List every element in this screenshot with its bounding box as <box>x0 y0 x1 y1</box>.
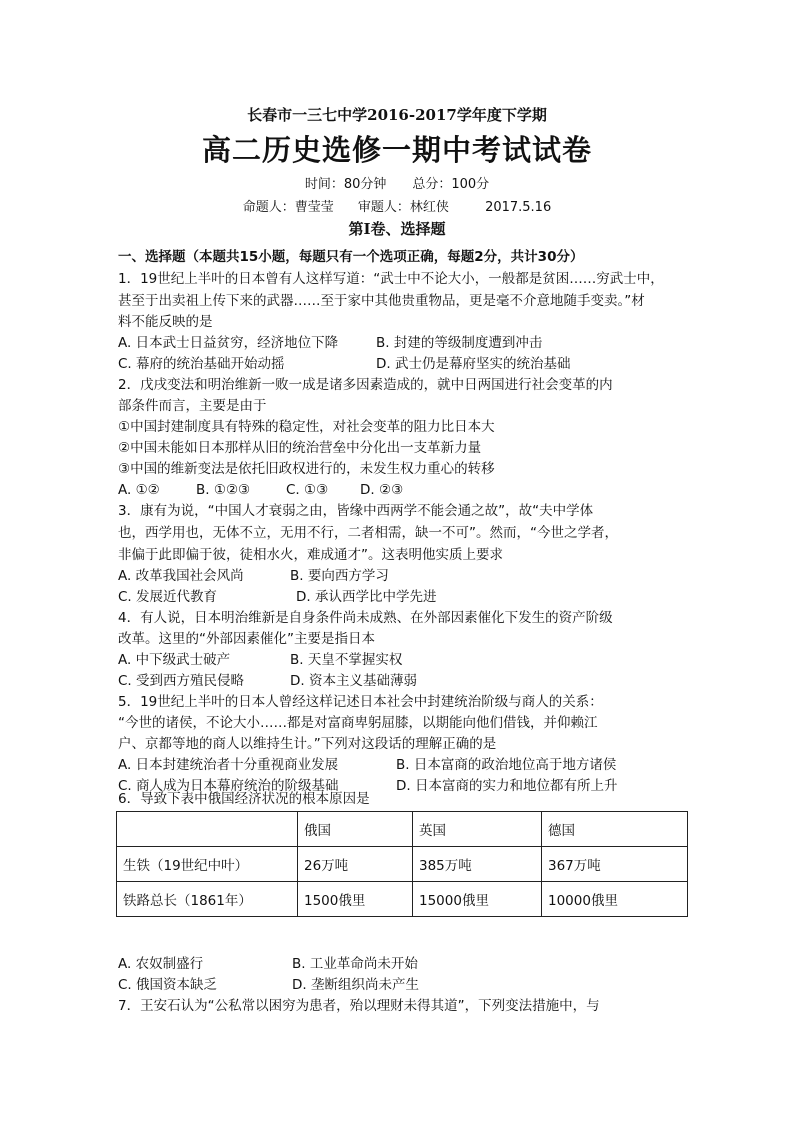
q4-option-c: C. 受到西方殖民侵略 <box>118 673 245 689</box>
q5-option-b: B. 日本富商的政治地位高于地方诸侯 <box>396 757 617 773</box>
q5-option-d: D. 日本富商的实力和地位都有所上升 <box>396 778 618 794</box>
table-cell: 385万吨 <box>413 847 542 882</box>
q4-line-2: 改革。这里的“外部因素催化”主要是指日本 <box>118 631 375 647</box>
q3-line-3: 非偏于此即偏于彼，徒相水火，难成通才”。这表明他实质上要求 <box>118 547 503 563</box>
q6-option-d: D. 垄断组织尚未产生 <box>292 977 419 993</box>
q2-option-b: B. ①②③ <box>196 482 251 498</box>
q6-option-c: C. 俄国资本缺乏 <box>118 977 218 993</box>
q5-line-3: 户、京都等地的商人以维持生计。”下列对这段话的理解正确的是 <box>118 736 497 752</box>
exam-date: 2017.5.16 <box>485 200 552 215</box>
exam-title: 高二历史选修一期中考试试卷 <box>201 133 592 167</box>
table-cell: 15000俄里 <box>413 882 542 917</box>
table-row <box>117 847 688 882</box>
table-cell: 26万吨 <box>298 847 413 882</box>
table-cell: 生铁（19世纪中叶） <box>117 847 298 882</box>
q2-option-c: C. ①③ <box>286 482 329 498</box>
q5-line-1: 5．19世纪上半叶的日本人曾经这样记述日本社会中封建统治阶级与商人的关系： <box>118 694 603 710</box>
q4-line-1: 4．有人说，日本明治维新是自身条件尚未成熟、在外部因素催化下发生的资产阶级 <box>118 610 613 626</box>
q3-option-d: D. 承认西学比中学先进 <box>296 589 437 605</box>
q5-option-c: C. 商人成为日本幕府统治的阶级基础 <box>118 778 339 794</box>
setter: 命题人：曹莹莹 <box>242 200 334 215</box>
q1-line-3: 料不能反映的是 <box>118 314 213 330</box>
q1-option-d: D. 武士仍是幕府坚实的统治基础 <box>376 356 571 372</box>
q5-line-2: “今世的诸侯，不论大小……都是对富商卑躬屈膝，以期能向他们借钱，并仰赖江 <box>118 715 598 731</box>
q2-option-d: D. ②③ <box>360 482 404 498</box>
authors-line <box>0 196 794 215</box>
q5-option-a: A. 日本封建统治者十分重视商业发展 <box>118 757 339 773</box>
q3-option-b: B. 要向西方学习 <box>290 568 389 584</box>
q2-option-a: A. ①② <box>118 482 160 498</box>
q3-option-c: C. 发展近代教育 <box>118 589 218 605</box>
part-heading: 第Ⅰ卷、选择题 <box>348 220 446 238</box>
q7-line-1: 7．王安石认为“公私常以困穷为患者，殆以理财未得其道”，下列变法措施中，与 <box>118 998 600 1014</box>
table-header-cell <box>117 812 298 847</box>
time-and-score-info: 时间：80分钟 总分：100分 <box>304 177 490 192</box>
q2-line-1: 2．戊戌变法和明治维新一败一成是诸多因素造成的，就中日两国进行社会变革的内 <box>118 377 613 393</box>
q3-line-1: 3．康有为说，“中国人才衰弱之由，皆缘中西两学不能会通之故”，故“夫中学体 <box>118 503 594 519</box>
q4-option-d: D. 资本主义基础薄弱 <box>290 673 417 689</box>
table-row <box>117 882 688 917</box>
school-term-heading: 长春市一三七中学2016-2017学年度下学期 <box>247 106 547 124</box>
table-cell: 367万吨 <box>542 847 688 882</box>
q1-option-b: B. 封建的等级制度遭到冲击 <box>376 335 543 351</box>
table-header-row <box>117 812 688 847</box>
table-header-cell: 德国 <box>542 812 688 847</box>
q2-line-5: ③中国的维新变法是依托旧政权进行的，未发生权力重心的转移 <box>118 461 495 477</box>
table-header-cell: 英国 <box>413 812 542 847</box>
section-heading: 一、选择题（本题共15小题，每题只有一个选项正确，每题2分，共计30分） <box>118 249 584 265</box>
q6-data-table <box>116 811 688 917</box>
q2-line-2: 部条件而言，主要是由于 <box>118 398 267 414</box>
q1-option-c: C. 幕府的统治基础开始动摇 <box>118 356 285 372</box>
table-cell: 10000俄里 <box>542 882 688 917</box>
q6-option-b: B. 工业革命尚未开始 <box>292 956 418 972</box>
q1-option-a: A. 日本武士日益贫穷，经济地位下降 <box>118 335 339 351</box>
q4-option-a: A. 中下级武士破产 <box>118 652 231 668</box>
reviewer: 审题人：林红侠 <box>357 200 449 215</box>
q2-line-3: ①中国封建制度具有特殊的稳定性，对社会变革的阻力比日本大 <box>118 419 495 435</box>
table-cell: 1500俄里 <box>298 882 413 917</box>
table-cell: 铁路总长（1861年） <box>117 882 298 917</box>
q1-line-1: 1．19世纪上半叶的日本曾有人这样写道：“武士中不论大小，一般都是贫困……穷武士中， <box>118 271 664 287</box>
table-header-cell: 俄国 <box>298 812 413 847</box>
q3-line-2: 也，西学用也，无体不立，无用不行，二者相需，缺一不可”。然而，“今世之学者， <box>118 525 618 541</box>
q6-line-1: 6．导致下表中俄国经济状况的根本原因是 <box>118 791 370 807</box>
q4-option-b: B. 天皇不掌握实权 <box>290 652 403 668</box>
q2-line-4: ②中国未能如日本那样从旧的统治营垒中分化出一支革新力量 <box>118 440 482 456</box>
q3-option-a: A. 改革我国社会风尚 <box>118 568 244 584</box>
q1-line-2: 甚至于出卖祖上传下来的武器……至于家中其他贵重物品，更是毫不介意地随手变卖。”材 <box>118 293 645 309</box>
q6-option-a: A. 农奴制盛行 <box>118 956 204 972</box>
